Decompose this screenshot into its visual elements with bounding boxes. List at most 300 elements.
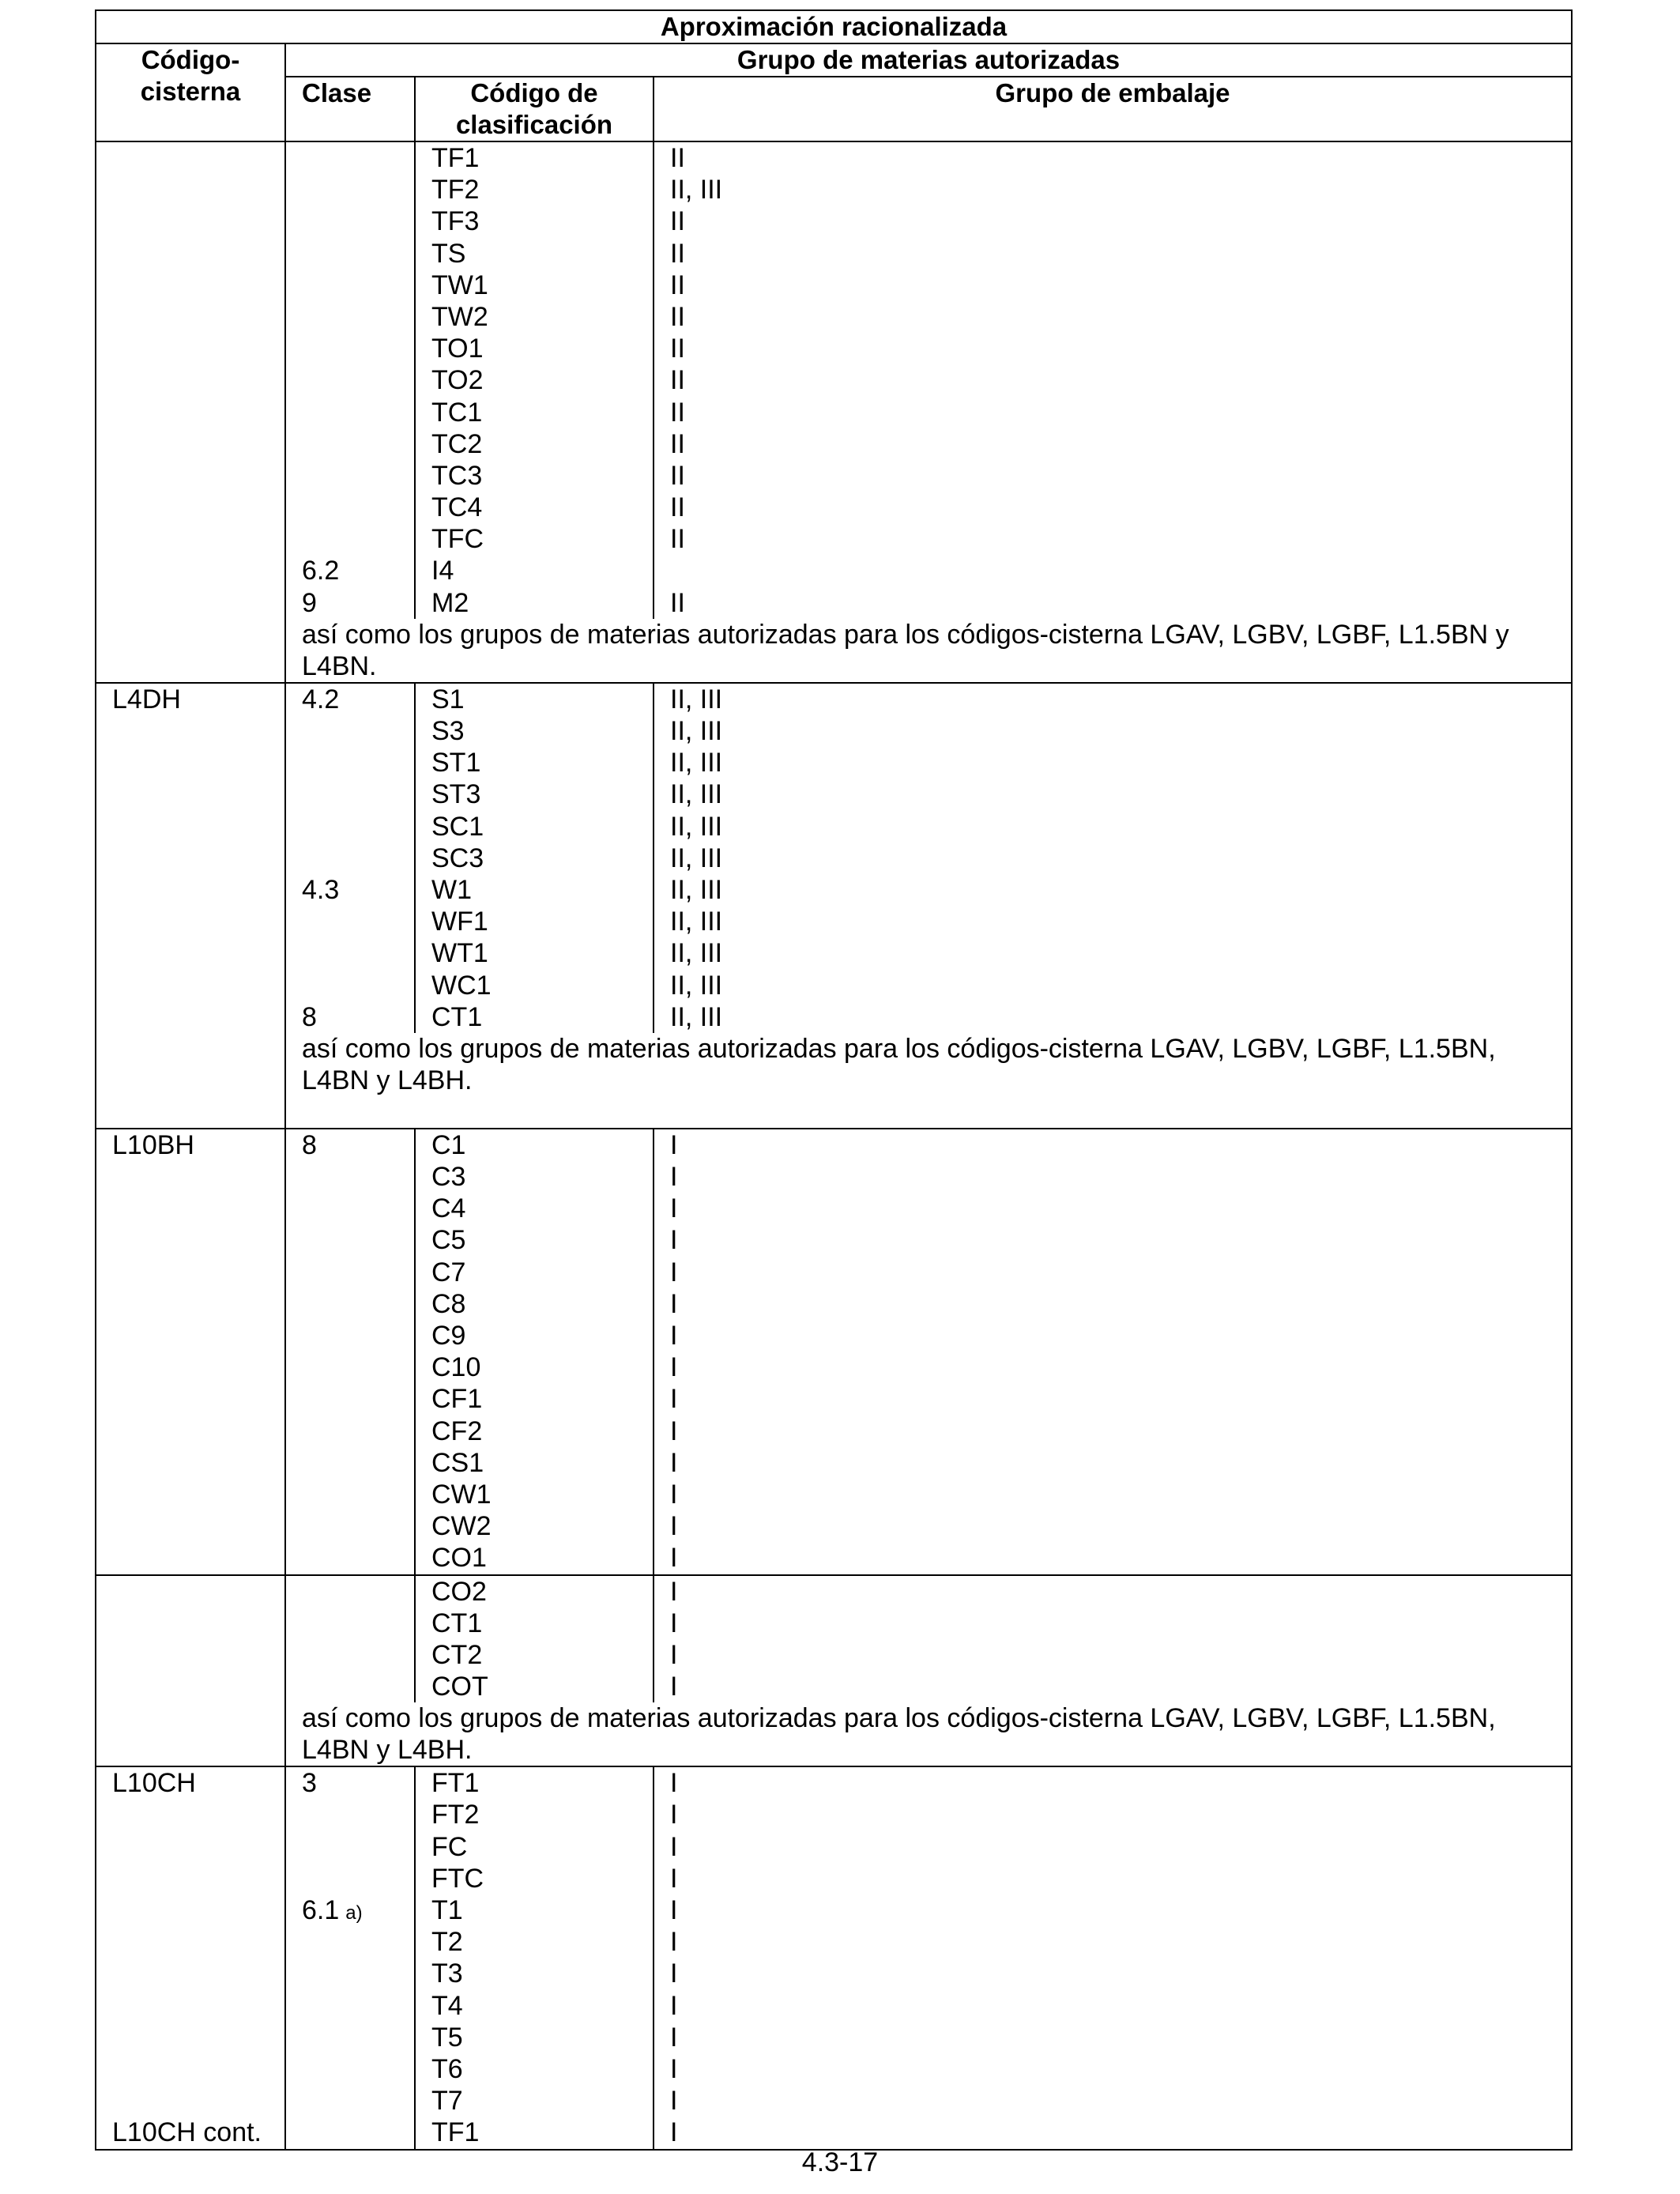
class-value <box>302 1479 398 1510</box>
group-note: así como los grupos de materias autorizadas para los códigos-cisterna LGAV, LGBV, LGBF, L1.5BN, L4BN y L4BH. <box>285 1702 1572 1766</box>
packing-value <box>670 555 1555 586</box>
classification-value <box>431 1767 637 1799</box>
class-text: 8 <box>302 1001 317 1032</box>
classification-text: C1 <box>431 1129 466 1160</box>
class-value <box>302 1863 398 1894</box>
classification-value <box>431 874 637 906</box>
classification-value <box>431 1926 637 1958</box>
packing-value <box>670 397 1555 428</box>
document-page <box>95 9 1571 2151</box>
classification-text: T2 <box>431 1927 463 1958</box>
classification-text: CO1 <box>431 1543 487 1574</box>
classification-text: WF1 <box>431 907 488 937</box>
page-number: 4.3-17 <box>801 2147 879 2177</box>
classification-text: T7 <box>431 2086 463 2117</box>
class-value <box>302 555 398 586</box>
packing-text: II <box>670 206 685 237</box>
classification-value <box>431 684 637 715</box>
classification-value <box>431 492 637 523</box>
classification-value <box>431 906 637 937</box>
packing-text: I <box>670 2053 678 2084</box>
classification-value <box>431 205 637 237</box>
classification-value <box>431 778 637 810</box>
classification-text: FC <box>431 1831 468 1862</box>
class-value <box>302 333 398 364</box>
classification-text: T4 <box>431 1990 463 2021</box>
packing-text: I <box>670 1288 678 1319</box>
class-cell <box>285 141 415 619</box>
class-value <box>302 1320 398 1351</box>
class-value <box>302 715 398 747</box>
packing-value <box>670 142 1555 174</box>
class-value <box>302 1257 398 1288</box>
packing-value <box>670 1479 1555 1510</box>
packing-value <box>670 205 1555 237</box>
tank-code-cell <box>96 683 285 1129</box>
classification-value <box>431 1510 637 1542</box>
classification-value <box>431 1831 637 1863</box>
class-value <box>302 1510 398 1542</box>
classification-text: CT2 <box>431 1639 483 1670</box>
packing-text: I <box>670 1447 678 1478</box>
classification-value <box>431 1958 637 1989</box>
packing-value <box>670 715 1555 747</box>
classification-text: TC1 <box>431 397 483 428</box>
classification-text: CF2 <box>431 1416 483 1446</box>
packing-text: II <box>670 301 685 332</box>
classification-text: M2 <box>431 587 469 618</box>
packing-value <box>670 1990 1555 2022</box>
packing-value <box>670 970 1555 1001</box>
class-value <box>302 1990 398 2022</box>
packing-text: I <box>670 1576 678 1607</box>
packing-text: II <box>670 365 685 396</box>
classification-value <box>431 1320 637 1351</box>
table-note-row <box>96 619 1572 683</box>
class-value <box>302 1224 398 1256</box>
class-value <box>302 970 398 1001</box>
class-value <box>302 1576 398 1608</box>
classification-text: CW1 <box>431 1479 492 1510</box>
table-row <box>96 1129 1572 1575</box>
packing-text: II, III <box>670 907 723 937</box>
packing-text: II, III <box>670 748 723 778</box>
packing-text: I <box>670 2022 678 2053</box>
header-packing: Grupo de embalaje <box>654 77 1572 141</box>
packing-text: II, III <box>670 938 723 969</box>
packing-value <box>670 2117 1555 2148</box>
classification-value <box>431 1257 637 1288</box>
class-value <box>302 460 398 492</box>
classification-text: SC3 <box>431 843 484 873</box>
packing-value <box>670 1639 1555 1671</box>
packing-text: II, III <box>670 843 723 873</box>
packing-value <box>670 1863 1555 1894</box>
classification-value <box>431 1224 637 1256</box>
classification-text: TFC <box>431 524 484 555</box>
classification-value <box>431 2085 637 2117</box>
table-row <box>96 1575 1572 1703</box>
classification-value <box>431 301 637 333</box>
tank-code-cell <box>96 1575 285 1767</box>
packing-text: I <box>670 1511 678 1542</box>
classification-value <box>431 174 637 205</box>
packing-value <box>670 1288 1555 1320</box>
class-value <box>302 428 398 460</box>
packing-value <box>670 1671 1555 1702</box>
header-tank-code <box>96 43 285 141</box>
classification-value <box>431 333 637 364</box>
packing-value <box>670 1576 1555 1608</box>
classification-value <box>431 238 637 270</box>
classification-cell <box>415 141 654 619</box>
classification-text: C5 <box>431 1225 466 1256</box>
classification-value <box>431 1479 637 1510</box>
packing-text: II <box>670 270 685 300</box>
classification-value <box>431 1671 637 1702</box>
packing-value <box>670 2085 1555 2117</box>
header-classification <box>415 77 654 141</box>
classification-text: C9 <box>431 1321 466 1351</box>
class-cell <box>285 683 415 1033</box>
packing-cell <box>654 141 1572 619</box>
packing-cell <box>654 1129 1572 1575</box>
packing-value <box>670 778 1555 810</box>
packing-value <box>670 1926 1555 1958</box>
packing-text: I <box>670 1863 678 1894</box>
packing-value <box>670 1447 1555 1479</box>
classification-text: TF2 <box>431 175 480 205</box>
classification-value <box>431 937 637 969</box>
packing-value <box>670 1383 1555 1415</box>
classification-text: TO1 <box>431 334 484 364</box>
class-value <box>302 1542 398 1574</box>
classification-value <box>431 843 637 874</box>
class-value <box>302 492 398 523</box>
classification-text: CT1 <box>431 1001 483 1032</box>
classification-text: TC4 <box>431 492 483 523</box>
packing-value <box>670 174 1555 205</box>
classification-text: W1 <box>431 874 472 905</box>
class-value <box>302 1831 398 1863</box>
header-classification-label: Código de clasificación <box>455 78 613 139</box>
class-value <box>302 523 398 555</box>
class-footnote-ref: a) <box>345 1902 363 1924</box>
class-text: 4.3 <box>302 874 340 905</box>
packing-value <box>670 587 1555 619</box>
packing-text: II, III <box>670 175 723 205</box>
table-body <box>96 141 1572 2150</box>
classification-text: TC2 <box>431 428 483 459</box>
classification-value <box>431 587 637 619</box>
classification-cell <box>415 1575 654 1703</box>
packing-value <box>670 906 1555 937</box>
packing-value <box>670 1767 1555 1799</box>
packing-value <box>670 1608 1555 1639</box>
classification-text: T5 <box>431 2022 463 2053</box>
class-value <box>302 1351 398 1383</box>
packing-value <box>670 1001 1555 1033</box>
classification-value <box>431 1542 637 1574</box>
packing-value <box>670 1351 1555 1383</box>
class-text: 8 <box>302 1129 317 1160</box>
packing-value <box>670 2022 1555 2053</box>
classification-text: FT1 <box>431 1768 480 1799</box>
packing-text: I <box>670 1958 678 1989</box>
class-cell <box>285 1575 415 1703</box>
packing-value <box>670 523 1555 555</box>
class-value <box>302 2085 398 2117</box>
classification-cell <box>415 1766 654 2149</box>
packing-text: I <box>670 1768 678 1799</box>
classification-value <box>431 1351 637 1383</box>
classification-text: TC3 <box>431 460 483 491</box>
class-text: 6.1 <box>302 1895 340 1925</box>
packing-value <box>670 1831 1555 1863</box>
class-value <box>302 684 398 715</box>
packing-text: II <box>670 587 685 618</box>
packing-cell <box>654 1766 1572 2149</box>
classification-cell <box>415 683 654 1033</box>
class-value <box>302 1639 398 1671</box>
packing-value <box>670 2053 1555 2085</box>
classification-value <box>431 715 637 747</box>
packing-cell <box>654 1575 1572 1703</box>
packing-text: II <box>670 492 685 523</box>
class-value <box>302 1767 398 1799</box>
class-cell <box>285 1129 415 1575</box>
class-text: 6.2 <box>302 556 340 586</box>
classification-text: CW2 <box>431 1511 492 1542</box>
packing-value <box>670 428 1555 460</box>
tank-code: L10BH <box>112 1129 194 1160</box>
classification-text: TF3 <box>431 206 480 237</box>
classification-text: C8 <box>431 1288 466 1319</box>
tank-code-cell <box>96 141 285 683</box>
class-value <box>302 843 398 874</box>
class-value <box>302 811 398 843</box>
packing-text: I <box>670 1384 678 1415</box>
classification-value <box>431 428 637 460</box>
class-value <box>302 1958 398 1989</box>
packing-value <box>670 238 1555 270</box>
class-cell <box>285 1766 415 2149</box>
class-value <box>302 142 398 174</box>
class-value <box>302 205 398 237</box>
classification-value <box>431 555 637 586</box>
classification-text: CS1 <box>431 1447 484 1478</box>
classification-value <box>431 1799 637 1830</box>
classification-text: S3 <box>431 716 465 746</box>
packing-text: I <box>670 1927 678 1958</box>
classification-value <box>431 397 637 428</box>
packing-value <box>670 1510 1555 1542</box>
packing-text: II, III <box>670 684 723 714</box>
classification-value <box>431 2022 637 2053</box>
packing-text: I <box>670 1608 678 1638</box>
classification-text: I4 <box>431 556 454 586</box>
class-value <box>302 1161 398 1193</box>
packing-value <box>670 1257 1555 1288</box>
packing-value <box>670 1129 1555 1161</box>
packing-text: II, III <box>670 1001 723 1032</box>
table-row <box>96 683 1572 1033</box>
classification-text: TW2 <box>431 301 488 332</box>
packing-text: I <box>670 2117 678 2148</box>
packing-value <box>670 333 1555 364</box>
classification-value <box>431 1161 637 1193</box>
classification-value <box>431 1129 637 1161</box>
packing-value <box>670 1542 1555 1574</box>
packing-text: II, III <box>670 811 723 842</box>
classification-text: C10 <box>431 1352 481 1383</box>
packing-value <box>670 1894 1555 1926</box>
packing-value <box>670 492 1555 523</box>
classification-value <box>431 1576 637 1608</box>
packing-text: I <box>670 2086 678 2117</box>
tank-code-cell <box>96 1129 285 1575</box>
classification-text: WT1 <box>431 938 488 969</box>
header-group: Grupo de materias autorizadas <box>285 43 1572 77</box>
table-row <box>96 141 1572 619</box>
classification-text: T1 <box>431 1895 463 1925</box>
packing-value <box>670 1193 1555 1224</box>
packing-value <box>670 270 1555 301</box>
tank-code: L4DH <box>112 684 181 714</box>
classification-value <box>431 1383 637 1415</box>
packing-value <box>670 811 1555 843</box>
packing-value <box>670 460 1555 492</box>
class-value <box>302 587 398 619</box>
packing-text: II <box>670 238 685 269</box>
tank-codes-table <box>95 9 1573 2151</box>
class-value <box>302 1799 398 1830</box>
packing-text: I <box>670 1479 678 1510</box>
class-value <box>302 270 398 301</box>
packing-text: II <box>670 143 685 173</box>
classification-value <box>431 1894 637 1926</box>
packing-text: I <box>670 1800 678 1830</box>
classification-value <box>431 1863 637 1894</box>
packing-value <box>670 1958 1555 1989</box>
class-value <box>302 1288 398 1320</box>
packing-text: I <box>670 1129 678 1160</box>
packing-value <box>670 684 1555 715</box>
class-value <box>302 174 398 205</box>
classification-text: FT2 <box>431 1800 480 1830</box>
table-title: Aproximación racionalizada <box>96 10 1572 43</box>
tank-code-continued: L10CH cont. <box>112 2117 262 2148</box>
classification-value <box>431 364 637 396</box>
classification-value <box>431 970 637 1001</box>
classification-value <box>431 747 637 778</box>
classification-value <box>431 1608 637 1639</box>
classification-text: CO2 <box>431 1576 487 1607</box>
class-value <box>302 747 398 778</box>
packing-text: II <box>670 428 685 459</box>
classification-text: CF1 <box>431 1384 483 1415</box>
packing-text: II <box>670 524 685 555</box>
classification-text: T3 <box>431 1958 463 1989</box>
classification-text: COT <box>431 1672 488 1702</box>
packing-value <box>670 364 1555 396</box>
packing-text: I <box>670 1639 678 1670</box>
classification-text: TF1 <box>431 2117 480 2148</box>
class-value <box>302 1671 398 1702</box>
class-value <box>302 2022 398 2053</box>
classification-value <box>431 270 637 301</box>
packing-text: II, III <box>670 779 723 810</box>
packing-value <box>670 1416 1555 1447</box>
class-value <box>302 397 398 428</box>
group-note: así como los grupos de materias autorizadas para los códigos-cisterna LGAV, LGBV, LGBF, L1.5BN, L4BN y L4BH. <box>285 1033 1572 1129</box>
packing-value <box>670 1799 1555 1830</box>
packing-value <box>670 1224 1555 1256</box>
class-value <box>302 937 398 969</box>
packing-value <box>670 747 1555 778</box>
table-row <box>96 1766 1572 2149</box>
classification-value <box>431 1288 637 1320</box>
classification-text: C3 <box>431 1162 466 1193</box>
packing-value <box>670 1161 1555 1193</box>
tank-code-cell <box>96 1766 285 2149</box>
classification-text: ST1 <box>431 748 481 778</box>
class-value <box>302 301 398 333</box>
packing-value <box>670 937 1555 969</box>
packing-text: II <box>670 460 685 491</box>
packing-text: II, III <box>670 716 723 746</box>
classification-value <box>431 1001 637 1033</box>
packing-text: II <box>670 397 685 428</box>
packing-text: II <box>670 334 685 364</box>
class-value <box>302 1926 398 1958</box>
classification-text: C7 <box>431 1257 466 1287</box>
packing-text: I <box>670 1672 678 1702</box>
classification-text: TF1 <box>431 143 480 173</box>
classification-text: WC1 <box>431 970 492 1001</box>
classification-text: TS <box>431 238 466 269</box>
packing-text: I <box>670 1352 678 1383</box>
class-text: 3 <box>302 1768 317 1799</box>
classification-value <box>431 2053 637 2085</box>
packing-value <box>670 843 1555 874</box>
class-value <box>302 778 398 810</box>
class-value <box>302 238 398 270</box>
header-class: Clase <box>285 77 415 141</box>
classification-text: SC1 <box>431 811 484 842</box>
class-value <box>302 1416 398 1447</box>
classification-text: T6 <box>431 2053 463 2084</box>
class-value <box>302 874 398 906</box>
packing-text: I <box>670 1831 678 1862</box>
classification-text: TO2 <box>431 365 484 396</box>
classification-value <box>431 460 637 492</box>
class-value <box>302 1193 398 1224</box>
class-text: 4.2 <box>302 684 340 714</box>
classification-cell <box>415 1129 654 1575</box>
classification-value <box>431 1447 637 1479</box>
packing-text: II, III <box>670 874 723 905</box>
packing-text: I <box>670 1543 678 1574</box>
class-value <box>302 1383 398 1415</box>
header-tank-code-label: Código-cisterna <box>140 45 241 106</box>
packing-text: I <box>670 1162 678 1193</box>
class-value <box>302 906 398 937</box>
class-value <box>302 1129 398 1161</box>
class-value <box>302 2117 398 2148</box>
table-note-row <box>96 1033 1572 1129</box>
class-value <box>302 1894 398 1926</box>
